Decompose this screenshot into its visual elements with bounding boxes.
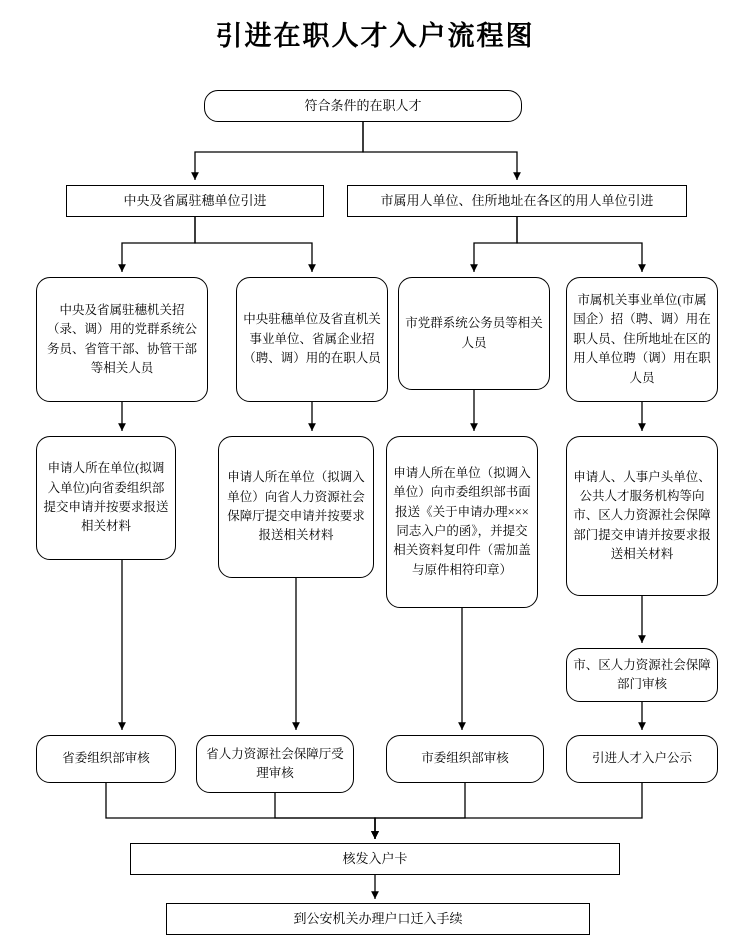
node-label: 符合条件的在职人才 [304,97,422,113]
node-label: 中央及省属驻穗机关招（录、调）用的党群系统公务员、省管干部、协管干部等相关人员 [46,302,197,375]
node-submit-city-district-hrss [566,436,718,596]
node-label: 申请人所在单位（拟调入单位）向市委组织部书面报送《关于申请办理×××同志入户的函》，并提交相关资料复印件（需加盖与原件相符印章） [393,465,531,577]
node-issue-settlement-card [130,843,620,875]
node-review-city-party-org [386,735,544,783]
node-category-central-province-institution [236,277,388,402]
node-review-province-hrss [196,735,354,793]
node-review-province-party-org [36,735,176,783]
node-category-central-province-party [36,277,208,402]
node-label: 市属机关事业单位(市属国企）招（聘、调）用在职人员、住所地址在区的用人单位聘（调）用在职人员 [573,293,711,385]
node-submit-province-party-org [36,436,176,560]
node-branch-central-province [66,185,324,217]
node-label: 市委组织部审核 [421,751,509,766]
node-submit-province-hrss [218,436,374,578]
node-label: 核发入户卡 [342,850,408,866]
node-review-city-district-hrss [566,648,718,702]
node-label: 市、区人力资源社会保障部门审核 [573,657,711,691]
node-label: 申请人、人事户头单位、公共人才服务机构等向市、区人力资源社会保障部门提交申请并按要求报送相关材料 [573,469,711,562]
node-category-city-party-civil-servant [398,277,550,390]
page-title: 引进在职人才入户流程图 [215,21,535,51]
node-label: 市属用人单位、住所地址在各区的用人单位引进 [380,192,654,208]
node-label: 到公安机关办理户口迁入手续 [293,910,463,926]
node-label: 中央驻穗单位及省直机关事业单位、省属企业招（聘、调）用的在职人员 [243,312,381,366]
node-label: 引进人才入户公示 [591,751,692,766]
node-police-household-transfer [166,903,590,935]
node-start [204,90,522,122]
node-label: 申请人所在单位(拟调入单位)向省委组织部提交申请并按要求报送相关材料 [43,461,169,534]
node-branch-city-district [347,185,687,217]
node-label: 中央及省属驻穗单位引进 [123,192,267,208]
node-label: 市党群系统公务员等相关人员 [405,316,543,350]
node-publicity-talent-settlement [566,735,718,783]
node-submit-city-party-org [386,436,538,608]
node-label: 省人力资源社会保障厅受理审核 [206,746,344,780]
node-category-city-institution-enterprise [566,277,718,402]
node-label: 省委组织部审核 [62,751,150,766]
node-label: 申请人所在单位（拟调入单位）向省人力资源社会保障厅提交申请并按要求报送相关材料 [227,470,365,543]
